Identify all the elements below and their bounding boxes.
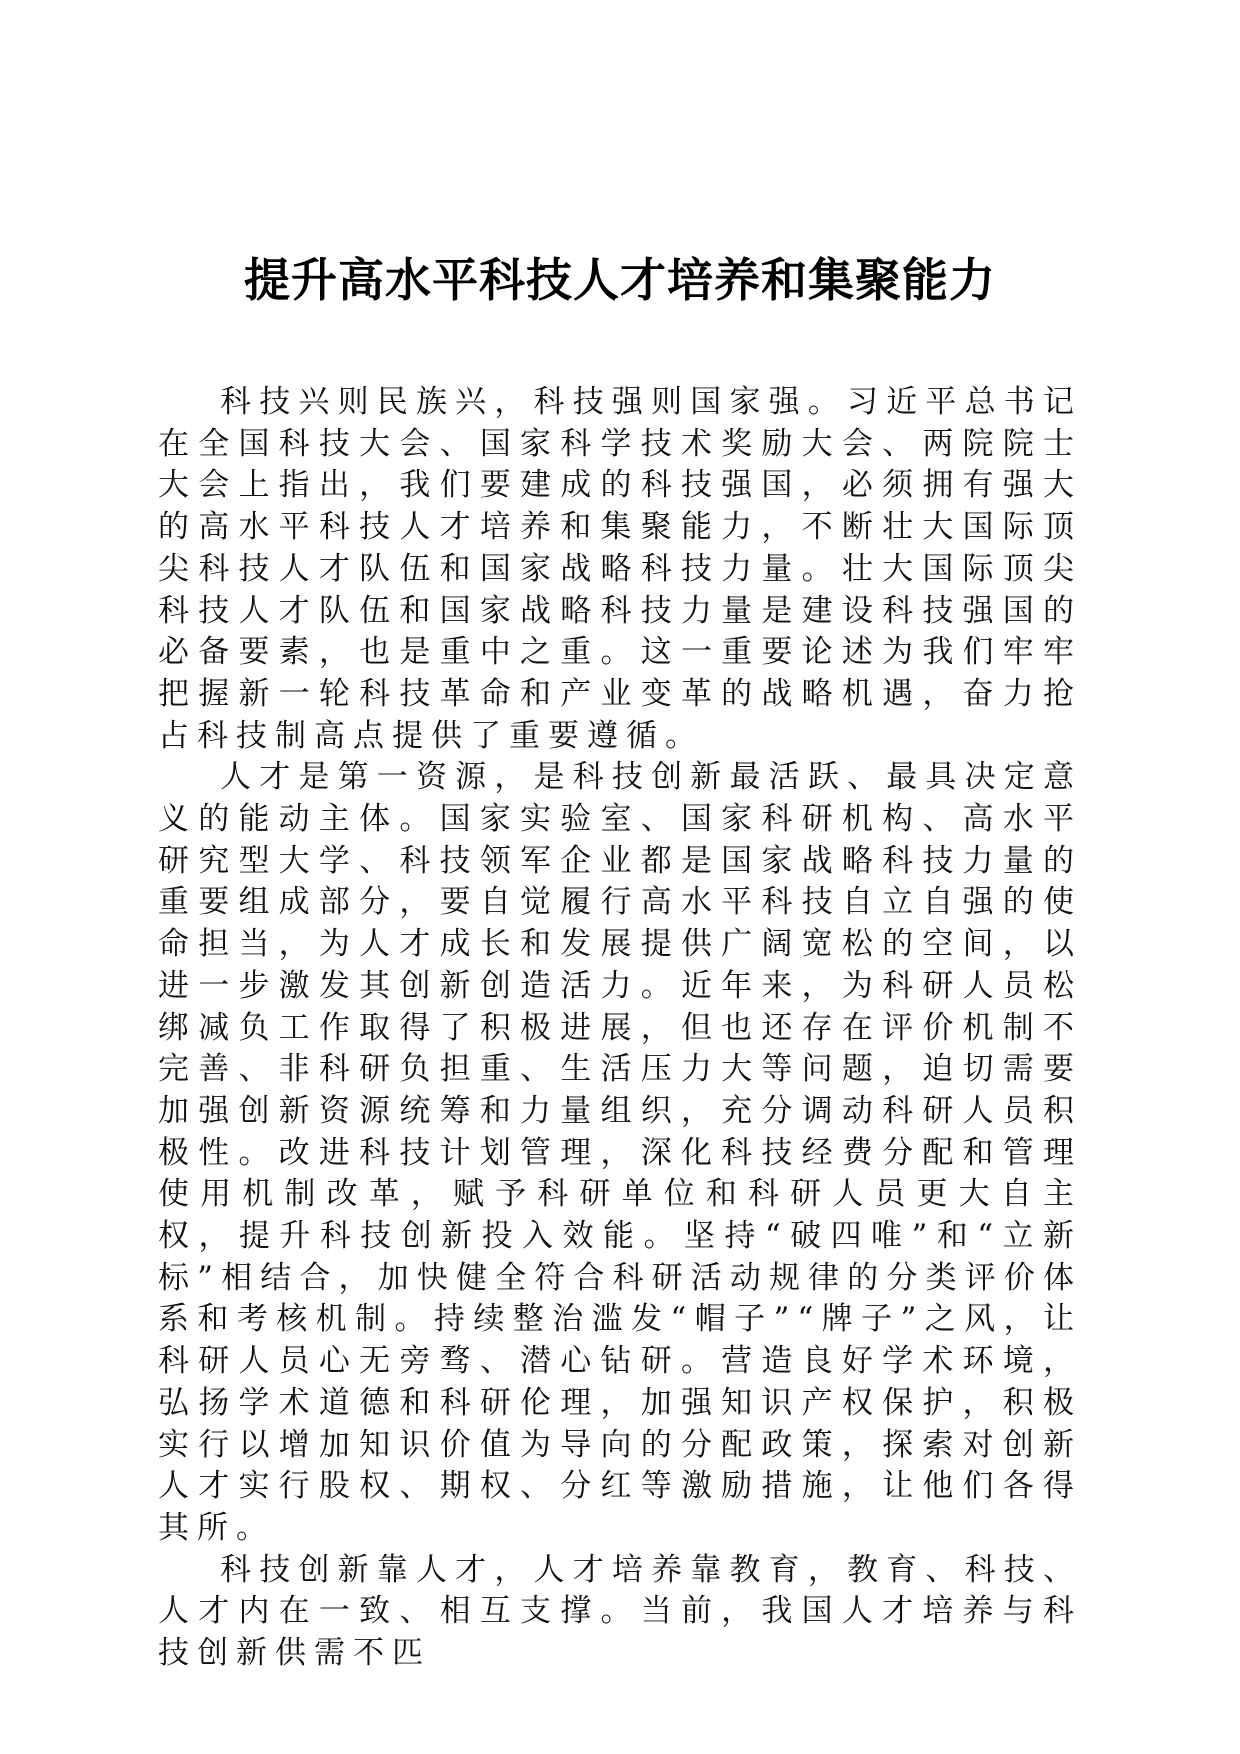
- paragraph-2: 人才是第一资源，是科技创新最活跃、最具决定意义的能动主体。国家实验室、国家科研机构、高水平研究型大学、科技领军企业都是国家战略科技力量的重要组成部分，要自觉履行高水平科技自立自强的使命担当，为人才成长和发展提供广阔宽松的空间，以进一步激发其创新创造活力。近年来，为科研人员松绑减负工作取得了积极进展，但也还存在评价机制不完善、非科研负担重、生活压力大等问题，迫切需要加强创新资源统筹和力量组织，充分调动科研人员积极性。改进科技计划管理，深化科技经费分配和管理使用机制改革，赋予科研单位和科研人员更大自主权，提升科技创新投入效能。坚持“破四唯”和“立新标”相结合，加快健全符合科研活动规律的分类评价体系和考核机制。持续整治滥发“帽子”“牌子”之风，让科研人员心无旁骛、潜心钻研。营造良好学术环境，弘扬学术道德和科研伦理，加强知识产权保护，积极实行以增加知识价值为导向的分配政策，探索对创新人才实行股权、期权、分红等激励措施，让他们各得其所。: [158, 759, 1082, 1546]
- document-body: [158, 382, 1082, 1675]
- document-title: 提升高水平科技人才培养和集聚能力: [244, 253, 996, 307]
- paragraph-1: 科技兴则民族兴，科技强则国家强。习近平总书记在全国科技大会、国家科学技术奖励大会、两院院士大会上指出，我们要建成的科技强国，必须拥有强大的高水平科技人才培养和集聚能力，不断壮大国际顶尖科技人才队伍和国家战略科技力量。壮大国际顶尖科技人才队伍和国家战略科技力量是建设科技强国的必备要素，也是重中之重。这一重要论述为我们牢牢把握新一轮科技革命和产业变革的战略机遇，奋力抢占科技制高点提供了重要遵循。: [158, 384, 1082, 754]
- paragraph-3: 科技创新靠人才，人才培养靠教育，教育、科技、人才内在一致、相互支撑。当前，我国人才培养与科技创新供需不匹: [158, 1551, 1082, 1672]
